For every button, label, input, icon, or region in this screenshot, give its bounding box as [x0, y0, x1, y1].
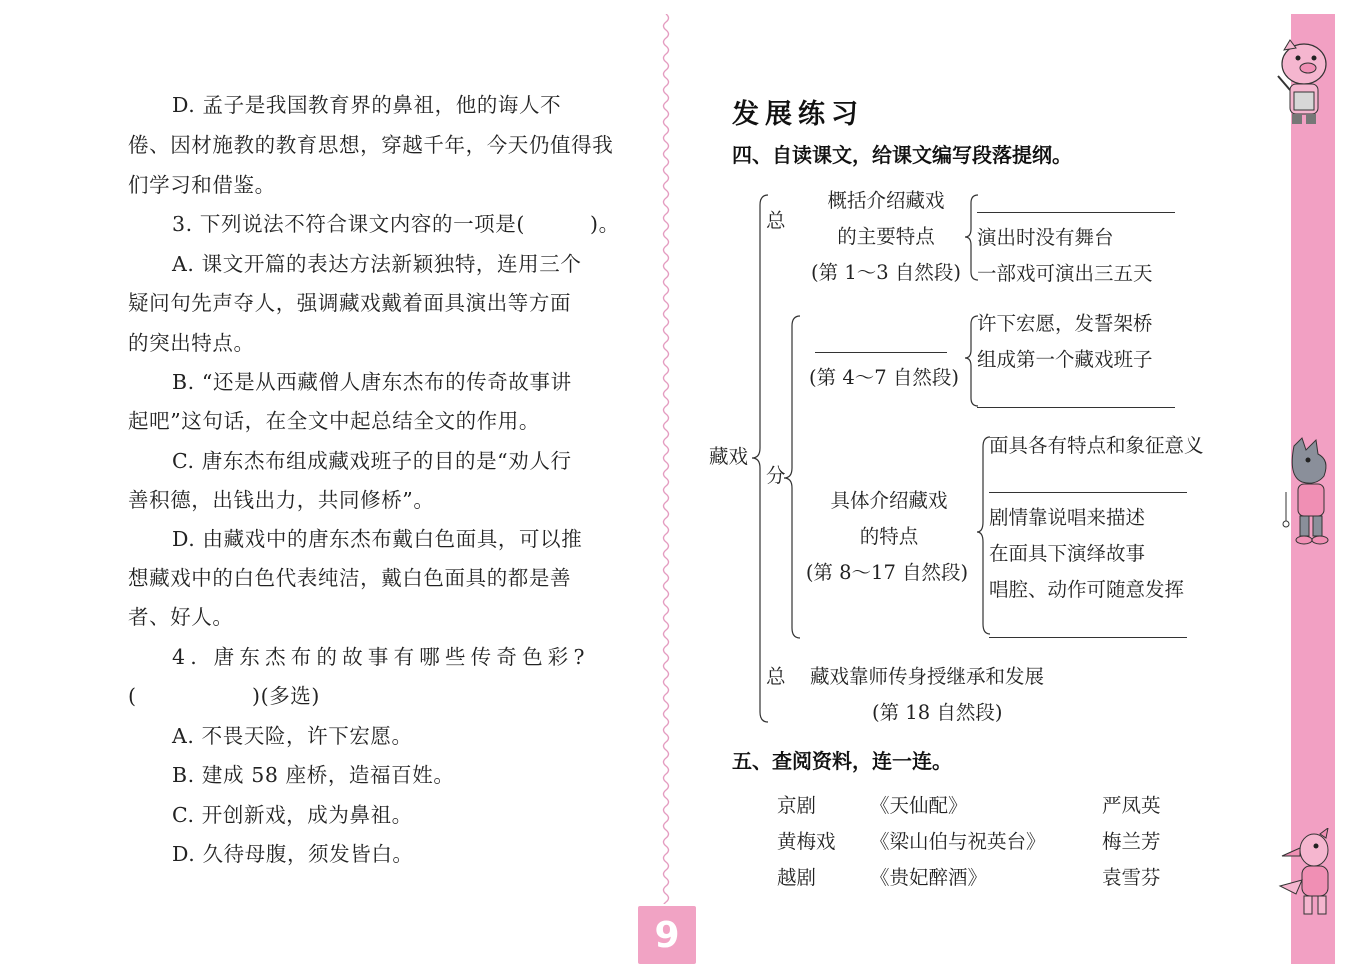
pig-mascot-icon [1268, 36, 1338, 128]
q4-option-d: D. 久待母腹，须发皆白。 [172, 842, 414, 866]
opera-type[interactable]: 越剧 [777, 866, 817, 889]
opera-artist[interactable]: 严凤英 [1102, 794, 1161, 817]
part3-title-line1: 具体介绍藏戏 [830, 489, 948, 512]
part2-item: 许下宏愿，发誓架桥 [977, 312, 1153, 335]
part2-item: 组成第一个藏戏班子 [977, 348, 1153, 371]
question-4-heading: 四、自读课文，给课文编写段落提纲。 [732, 143, 1072, 167]
outline-root: 藏戏 [709, 445, 749, 468]
text-line: 的突出特点。 [128, 331, 255, 355]
text-line: 起吧”这句话，在全文中起总结全文的作用。 [128, 409, 540, 433]
outline-zong-2: 总 [766, 665, 786, 688]
answer-paren-open: ( [128, 684, 137, 708]
text-line: 疑问句先声夺人，强调藏戏戴着面具演出等方面 [128, 291, 572, 315]
answer-blank[interactable] [977, 212, 1175, 213]
outline-zong-1: 总 [766, 209, 786, 232]
part1-title-line2: 的主要特点 [837, 225, 935, 248]
part1-title-line1: 概括介绍藏戏 [827, 189, 945, 212]
opera-work[interactable]: 《天仙配》 [870, 794, 968, 817]
part3-title-line2: 的特点 [859, 525, 919, 548]
answer-blank[interactable] [989, 492, 1187, 493]
option-a: A. 课文开篇的表达方法新颖独特，连用三个 [172, 252, 582, 276]
section-title: 发展练习 [732, 99, 864, 130]
opera-type[interactable]: 京剧 [777, 794, 817, 817]
part1-item: 演出时没有舞台 [977, 226, 1114, 249]
text-line: D. 孟子是我国教育界的鼻祖，他的诲人不 [172, 93, 562, 117]
part1-item: 一部戏可演出三五天 [977, 262, 1153, 285]
opera-work[interactable]: 《梁山伯与祝英台》 [870, 830, 1046, 853]
option-b: B. “还是从西藏僧人唐东杰布的传奇故事讲 [172, 370, 572, 394]
part1-paragraphs: (第 1～3 自然段) [811, 261, 961, 284]
text-line: 们学习和借鉴。 [128, 173, 276, 197]
text-line: 想藏戏中的白色代表纯洁，戴白色面具的都是善 [128, 566, 572, 590]
part3-item: 在面具下演绎故事 [989, 542, 1146, 565]
text-line: 善积德，出钱出力，共同修桥”。 [128, 488, 435, 512]
question-3: 3. 下列说法不符合课文内容的一项是( [172, 212, 525, 236]
answer-blank[interactable] [977, 407, 1175, 408]
q4-option-c: C. 开创新戏，成为鼻祖。 [172, 803, 413, 827]
part3-item: 唱腔、动作可随意发挥 [989, 578, 1185, 601]
question-3-close: )。 [590, 212, 620, 236]
opera-work[interactable]: 《贵妃醉酒》 [870, 866, 988, 889]
option-c: C. 唐东杰布组成藏戏班子的目的是“劝人行 [172, 449, 572, 473]
text-line: 者、好人。 [128, 605, 234, 629]
part3-paragraphs: (第 8～17 自然段) [805, 561, 969, 584]
answer-blank[interactable] [989, 637, 1187, 638]
option-d: D. 由藏戏中的唐东杰布戴白色面具，可以推 [172, 527, 583, 551]
part3-item: 面具各有特点和象征意义 [989, 434, 1204, 457]
outline-fen: 分 [766, 464, 786, 487]
opera-artist[interactable]: 梅兰芳 [1102, 830, 1161, 853]
q4-option-a: A. 不畏天险，许下宏愿。 [172, 724, 413, 748]
part4-title: 藏戏靠师传身授继承和发展 [810, 665, 1045, 688]
text-line: 倦、因材施教的教育思想，穿越千年，今天仍值得我 [128, 133, 614, 157]
opera-artist[interactable]: 袁雪芬 [1102, 866, 1161, 889]
part3-item: 剧情靠说唱来描述 [989, 506, 1146, 529]
answer-blank[interactable] [815, 352, 947, 353]
question-5-heading: 五、查阅资料，连一连。 [732, 749, 952, 773]
part4-paragraphs: (第 18 自然段) [872, 701, 1003, 724]
question-4: 4. 唐东杰布的故事有哪些传奇色彩? [172, 645, 590, 669]
bird-mascot-icon [1276, 828, 1340, 922]
part2-paragraphs: (第 4～7 自然段) [809, 366, 959, 389]
answer-paren-close: )(多选) [252, 684, 320, 708]
opera-type[interactable]: 黄梅戏 [777, 830, 836, 853]
page-number: 9 [638, 906, 696, 964]
wolf-mascot-icon [1276, 436, 1342, 548]
q4-option-b: B. 建成 58 座桥，造福百姓。 [172, 763, 455, 787]
